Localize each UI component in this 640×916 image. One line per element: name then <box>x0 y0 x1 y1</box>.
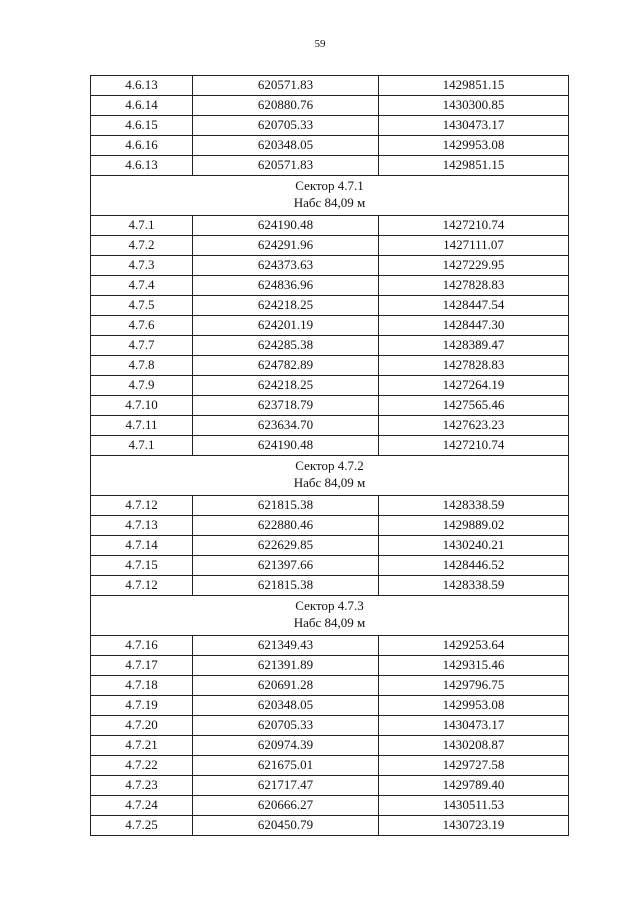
point-id-cell: 4.7.23 <box>91 776 193 796</box>
point-id-cell: 4.7.14 <box>91 536 193 556</box>
y-coordinate-cell: 1428389.47 <box>379 336 569 356</box>
point-id-cell: 4.6.14 <box>91 96 193 116</box>
x-coordinate-cell: 620348.05 <box>193 696 379 716</box>
y-coordinate-cell: 1429953.08 <box>379 136 569 156</box>
table-row <box>91 656 569 676</box>
y-coordinate-cell: 1427828.83 <box>379 356 569 376</box>
table-row <box>91 336 569 356</box>
point-id-cell: 4.7.22 <box>91 756 193 776</box>
x-coordinate-cell: 622629.85 <box>193 536 379 556</box>
point-id-cell: 4.7.13 <box>91 516 193 536</box>
table-row <box>91 776 569 796</box>
page-number: 59 <box>314 38 326 50</box>
table-row <box>91 536 569 556</box>
x-coordinate-cell: 624218.25 <box>193 296 379 316</box>
y-coordinate-cell: 1429851.15 <box>379 156 569 176</box>
table-row <box>91 676 569 696</box>
point-id-cell: 4.6.13 <box>91 156 193 176</box>
table-row <box>91 276 569 296</box>
x-coordinate-cell: 620705.33 <box>193 716 379 736</box>
table-row <box>91 816 569 836</box>
point-id-cell: 4.7.24 <box>91 796 193 816</box>
sector-header-row <box>91 596 569 636</box>
y-coordinate-cell: 1430511.53 <box>379 796 569 816</box>
x-coordinate-cell: 621815.38 <box>193 496 379 516</box>
table-row <box>91 796 569 816</box>
x-coordinate-cell: 620571.83 <box>193 156 379 176</box>
x-coordinate-cell: 621397.66 <box>193 556 379 576</box>
point-id-cell: 4.7.18 <box>91 676 193 696</box>
table-row <box>91 76 569 96</box>
x-coordinate-cell: 620974.39 <box>193 736 379 756</box>
table-row <box>91 416 569 436</box>
point-id-cell: 4.7.9 <box>91 376 193 396</box>
point-id-cell: 4.7.12 <box>91 496 193 516</box>
sector-header-row <box>91 456 569 496</box>
x-coordinate-cell: 620348.05 <box>193 136 379 156</box>
y-coordinate-cell: 1428447.30 <box>379 316 569 336</box>
y-coordinate-cell: 1427229.95 <box>379 256 569 276</box>
table-row <box>91 396 569 416</box>
y-coordinate-cell: 1427623.23 <box>379 416 569 436</box>
y-coordinate-cell: 1429953.08 <box>379 696 569 716</box>
sector-header-cell <box>91 176 569 216</box>
y-coordinate-cell: 1428338.59 <box>379 576 569 596</box>
point-id-cell: 4.7.6 <box>91 316 193 336</box>
y-coordinate-cell: 1428446.52 <box>379 556 569 576</box>
y-coordinate-cell: 1427210.74 <box>379 216 569 236</box>
table-row <box>91 496 569 516</box>
table-row <box>91 116 569 136</box>
table-row <box>91 696 569 716</box>
table-row <box>91 216 569 236</box>
table-row <box>91 556 569 576</box>
y-coordinate-cell: 1430300.85 <box>379 96 569 116</box>
table-row <box>91 296 569 316</box>
x-coordinate-cell: 624190.48 <box>193 436 379 456</box>
point-id-cell: 4.7.2 <box>91 236 193 256</box>
y-coordinate-cell: 1430208.87 <box>379 736 569 756</box>
x-coordinate-cell: 621815.38 <box>193 576 379 596</box>
point-id-cell: 4.7.19 <box>91 696 193 716</box>
x-coordinate-cell: 624201.19 <box>193 316 379 336</box>
y-coordinate-cell: 1427111.07 <box>379 236 569 256</box>
y-coordinate-cell: 1430723.19 <box>379 816 569 836</box>
point-id-cell: 4.7.16 <box>91 636 193 656</box>
point-id-cell: 4.7.25 <box>91 816 193 836</box>
x-coordinate-cell: 623718.79 <box>193 396 379 416</box>
x-coordinate-cell: 620666.27 <box>193 796 379 816</box>
y-coordinate-cell: 1429315.46 <box>379 656 569 676</box>
y-coordinate-cell: 1429851.15 <box>379 76 569 96</box>
point-id-cell: 4.7.12 <box>91 576 193 596</box>
table-row <box>91 316 569 336</box>
coordinates-table <box>90 75 569 836</box>
point-id-cell: 4.7.1 <box>91 436 193 456</box>
sector-level: Набс 84,09 м <box>293 195 366 210</box>
table-row <box>91 516 569 536</box>
sector-name: Сектор 4.7.3 <box>295 598 364 613</box>
point-id-cell: 4.6.13 <box>91 76 193 96</box>
point-id-cell: 4.7.7 <box>91 336 193 356</box>
x-coordinate-cell: 624373.63 <box>193 256 379 276</box>
point-id-cell: 4.6.16 <box>91 136 193 156</box>
point-id-cell: 4.7.4 <box>91 276 193 296</box>
point-id-cell: 4.7.3 <box>91 256 193 276</box>
point-id-cell: 4.7.10 <box>91 396 193 416</box>
y-coordinate-cell: 1427264.19 <box>379 376 569 396</box>
x-coordinate-cell: 624836.96 <box>193 276 379 296</box>
sector-name: Сектор 4.7.1 <box>295 178 364 193</box>
x-coordinate-cell: 620691.28 <box>193 676 379 696</box>
table-row <box>91 96 569 116</box>
table-row <box>91 436 569 456</box>
y-coordinate-cell: 1429727.58 <box>379 756 569 776</box>
y-coordinate-cell: 1427828.83 <box>379 276 569 296</box>
table-row <box>91 356 569 376</box>
point-id-cell: 4.7.1 <box>91 216 193 236</box>
y-coordinate-cell: 1430473.17 <box>379 716 569 736</box>
table-row <box>91 376 569 396</box>
x-coordinate-cell: 624291.96 <box>193 236 379 256</box>
point-id-cell: 4.7.11 <box>91 416 193 436</box>
sector-level: Набс 84,09 м <box>293 475 366 490</box>
y-coordinate-cell: 1430240.21 <box>379 536 569 556</box>
point-id-cell: 4.6.15 <box>91 116 193 136</box>
y-coordinate-cell: 1427210.74 <box>379 436 569 456</box>
x-coordinate-cell: 624285.38 <box>193 336 379 356</box>
sector-header-cell <box>91 456 569 496</box>
table-row <box>91 636 569 656</box>
x-coordinate-cell: 621717.47 <box>193 776 379 796</box>
x-coordinate-cell: 624782.89 <box>193 356 379 376</box>
table-row <box>91 156 569 176</box>
x-coordinate-cell: 621675.01 <box>193 756 379 776</box>
table-row <box>91 756 569 776</box>
table-row <box>91 576 569 596</box>
sector-level: Набс 84,09 м <box>293 615 366 630</box>
point-id-cell: 4.7.20 <box>91 716 193 736</box>
point-id-cell: 4.7.5 <box>91 296 193 316</box>
table-row <box>91 716 569 736</box>
x-coordinate-cell: 620571.83 <box>193 76 379 96</box>
x-coordinate-cell: 623634.70 <box>193 416 379 436</box>
y-coordinate-cell: 1429889.02 <box>379 516 569 536</box>
x-coordinate-cell: 620450.79 <box>193 816 379 836</box>
table-row <box>91 256 569 276</box>
point-id-cell: 4.7.21 <box>91 736 193 756</box>
y-coordinate-cell: 1429253.64 <box>379 636 569 656</box>
y-coordinate-cell: 1427565.46 <box>379 396 569 416</box>
sector-header-cell <box>91 596 569 636</box>
x-coordinate-cell: 624190.48 <box>193 216 379 236</box>
table-row <box>91 136 569 156</box>
table-row <box>91 736 569 756</box>
x-coordinate-cell: 621349.43 <box>193 636 379 656</box>
sector-header-row <box>91 176 569 216</box>
y-coordinate-cell: 1429796.75 <box>379 676 569 696</box>
x-coordinate-cell: 621391.89 <box>193 656 379 676</box>
point-id-cell: 4.7.15 <box>91 556 193 576</box>
coordinates-table-body <box>91 76 569 836</box>
table-row <box>91 236 569 256</box>
x-coordinate-cell: 622880.46 <box>193 516 379 536</box>
x-coordinate-cell: 620880.76 <box>193 96 379 116</box>
y-coordinate-cell: 1428338.59 <box>379 496 569 516</box>
x-coordinate-cell: 624218.25 <box>193 376 379 396</box>
sector-name: Сектор 4.7.2 <box>295 458 364 473</box>
x-coordinate-cell: 620705.33 <box>193 116 379 136</box>
y-coordinate-cell: 1430473.17 <box>379 116 569 136</box>
point-id-cell: 4.7.8 <box>91 356 193 376</box>
y-coordinate-cell: 1429789.40 <box>379 776 569 796</box>
y-coordinate-cell: 1428447.54 <box>379 296 569 316</box>
point-id-cell: 4.7.17 <box>91 656 193 676</box>
